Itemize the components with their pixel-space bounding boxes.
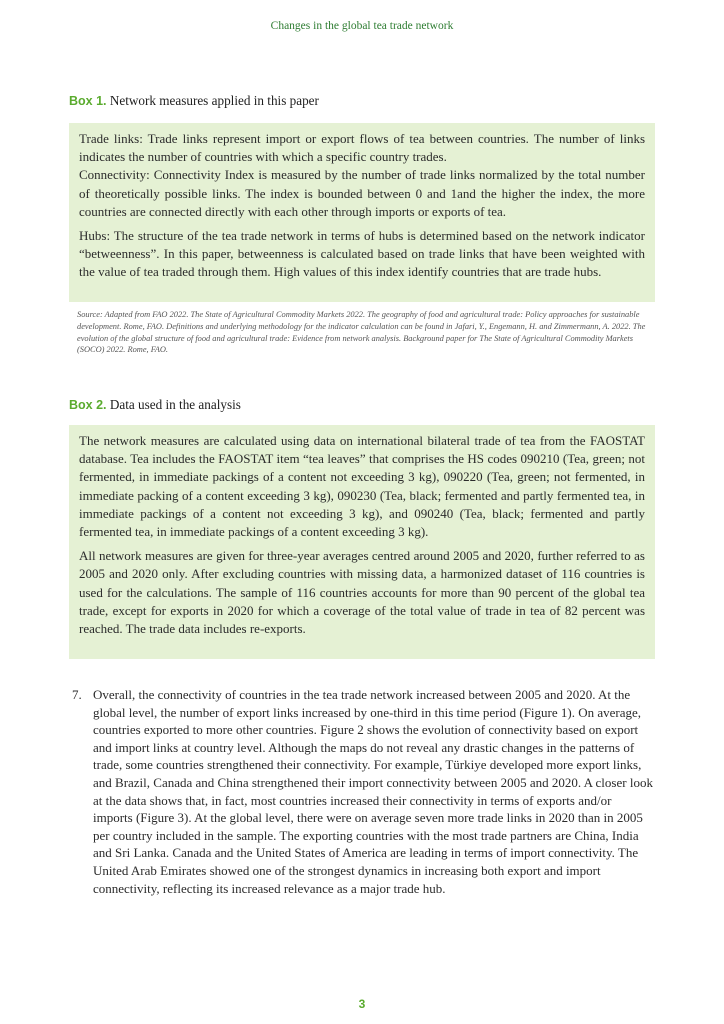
box2-heading [69,397,241,413]
box1-paragraph-hubs: Hubs: The structure of the tea trade network in terms of hubs is determined based on the network indicator “betweenness”. In this paper, betweenness is calculated based on trade links that have been weighted with the value of tea traded through them. High values of this index identify countries that are trade hubs. [79,228,645,280]
box1-panel [69,123,655,302]
running-header: Changes in the global tea trade network [270,20,454,32]
box2-paragraph-data: The network measures are calculated using data on international bilateral trade of tea from the FAOSTAT database. Tea includes the FAOSTAT item “tea leaves” that comprises the HS codes 090210 (Tea, green; not fermented, in immediate packings of a content not exceeding 3 kg), 090220 (Tea, green; not fermented, in immediate packing of a content exceeding 3 kg), 090230 (Tea, black; fermented and partly fermented tea, in immediate packings of a content not exceeding 3 kg), and 090240 (Tea, black; fermented and partly fermented tea, in immediate packings of a content exceeding 3 kg). [79,433,645,540]
box1-paragraph-connectivity: Connectivity: Connectivity Index is measured by the number of trade links normalized by the total number of theoretically possible links. The index is bounded between 0 and 1and the higher the index, the more countries are connected directly with each other through imports or exports of tea. [79,167,645,219]
box2-paragraph-averages: All network measures are given for three-year averages centred around 2005 and 2020, further referred to as 2005 and 2020 only. After excluding countries with missing data, a harmonized dataset of 116 countries is used for the calculations. The sample of 116 countries accounts for more than 90 percent of the global tea trade, except for exports in 2020 for which a coverage of the total value of trade in tea of 82 percent was reached. The trade data includes re-exports. [79,548,645,637]
body-paragraph-7 [72,686,654,897]
box2-panel [69,425,655,659]
box2-title: Data used in the analysis [109,397,241,412]
box1-source-note: Source: Adapted from FAO 2022. The State of Agricultural Commodity Markets 2022. The geography of food and agricultural trade: Policy approaches for sustainable development. Rome, FAO. Definitions and underlying methodology for the indicator calculation can be found in Jafari, Y., Engemann, H. and Zimmermann, A. 2022. The evolution of the global structure of food and agricultural trade: Evidence from network analysis. Background paper for The State of Agricultural Commodity Markets (SOCO) 2022. Rome, FAO. [77,310,646,355]
paragraph-number: 7. [72,687,82,702]
page-number: 3 [358,997,366,1011]
box1-label: Box 1. [69,94,107,108]
paragraph-text: Overall, the connectivity of countries in the tea trade network increased between 2005 and 2020. At the global level, the number of export links increased by one-third in this time period (Figure 1). On average, countries exported to more other countries. Figure 2 shows the evolution of connectivity based on export and import links at country level. Although the maps do not reveal any drastic changes in the patterns of trade, some countries strengthened their connectivity. For example, Türkiye developed more export links, and Brazil, Canada and China strengthened their import connectivity between 2005 and 2020. A closer look at the data shows that, in fact, most countries increased their connectivity in terms of exports and/or imports (Figure 3). At the global level, there were on average seven more trade links in 2020 than in 2005 per country included in the sample. The exporting countries with the most trade partners are China, India and Sri Lanka. Canada and the United States of America are leading in terms of import connectivity. The United Arab Emirates showed one of the strongest dynamics in increasing both export and import connectivity, reflecting its increased relevance as a major trade hub. [93,687,653,896]
box1-title: Network measures applied in this paper [109,93,319,108]
box2-label: Box 2. [69,398,107,412]
box1-paragraph-trade-links: Trade links: Trade links represent import or export flows of tea between countries. The number of links indicates the number of countries with which a specific country trades. [79,131,645,165]
box1-heading [69,93,319,109]
